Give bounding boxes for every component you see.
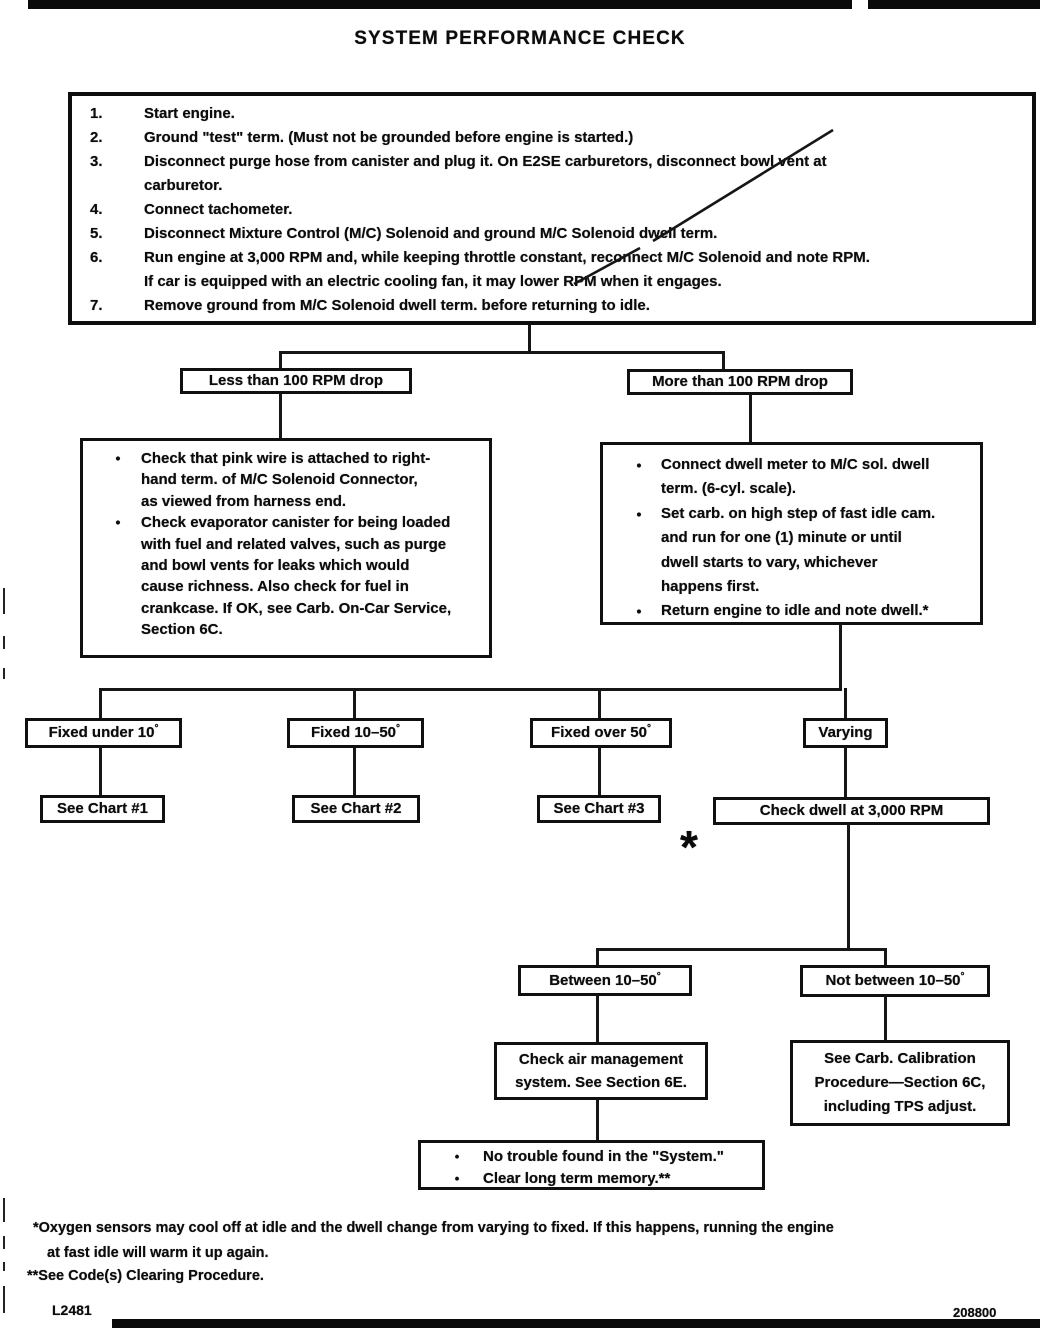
bullet-marker: • — [115, 450, 121, 466]
step-7 — [90, 294, 1006, 318]
connector-line — [353, 688, 356, 718]
bullet-item — [95, 512, 483, 640]
connector-line — [99, 688, 842, 691]
step-text-line: carburetor. — [144, 177, 223, 194]
connector-line — [598, 747, 601, 795]
node-label: Check dwell at 3,000 RPM — [759, 802, 944, 820]
connector-line — [596, 995, 599, 1042]
bullet-line: Connect dwell meter to M/C sol. dwell — [661, 456, 930, 473]
node-label: More than 100 RPM drop — [652, 373, 828, 391]
connector-line — [839, 624, 842, 690]
bullet-line: with fuel and related valves, such as purge — [141, 535, 447, 553]
node-label-line: Procedure—Section 6C, — [814, 1074, 986, 1091]
scan-mark — [3, 1286, 5, 1313]
connector-line — [353, 747, 356, 795]
step-4 — [90, 198, 1006, 222]
step-text: Start engine. — [144, 105, 235, 122]
scan-mark — [3, 1198, 5, 1222]
node-label: See Chart #2 — [310, 800, 402, 818]
connector-line — [844, 747, 847, 797]
step-number: 7. — [90, 297, 103, 314]
connector-line — [279, 351, 725, 354]
bullet-line: as viewed from harness end. — [141, 492, 347, 510]
bullet-marker: • — [636, 505, 642, 522]
bullet-text: Clear long term memory.** — [483, 1169, 671, 1187]
node-less-than-100-rpm — [180, 368, 412, 394]
step-text-line: Disconnect purge hose from canister and plug it. On E2SE carburetors, disconnect bowl vent at — [144, 153, 827, 170]
bullet-item — [617, 599, 976, 623]
node-no-trouble-found — [418, 1140, 765, 1190]
step-number: 5. — [90, 225, 103, 242]
degree-symbol: ° — [154, 723, 159, 735]
node-label — [311, 724, 400, 741]
bullet-text — [661, 502, 976, 600]
node-label-text: Fixed under 10 — [48, 724, 155, 742]
step-2 — [90, 126, 1006, 150]
procedure-steps-box — [68, 92, 1036, 325]
scan-scratch-line — [560, 118, 850, 298]
step-text-line: Run engine at 3,000 RPM and, while keeping throttle constant, reconnect M/C Solenoid and note RPM. — [144, 249, 870, 266]
scan-mark — [3, 668, 5, 679]
scan-mark — [3, 1236, 5, 1249]
step-text: Connect tachometer. — [144, 201, 293, 218]
step-5 — [90, 222, 1006, 246]
node-label — [551, 724, 651, 741]
scan-mark — [3, 1262, 5, 1271]
node-label — [825, 972, 964, 989]
footnote-oxygen-sensors — [33, 1216, 1033, 1266]
step-number: 3. — [90, 153, 103, 170]
step-6 — [90, 246, 1006, 294]
node-label: See Chart #3 — [553, 800, 645, 818]
bullet-line: Check evaporator canister for being loaded — [141, 514, 451, 532]
connector-line — [847, 824, 850, 950]
node-label — [49, 724, 159, 741]
node-label: Less than 100 RPM drop — [208, 372, 384, 390]
document-code-right: 208800 — [953, 1305, 997, 1320]
node-see-chart-2 — [292, 795, 420, 823]
step-3 — [90, 150, 1006, 198]
node-label-line: including TPS adjust. — [823, 1098, 977, 1115]
node-label-text: Between 10–50 — [549, 971, 657, 989]
bullet-line: dwell starts to vary, whichever — [661, 553, 878, 571]
asterisk-mark: * — [680, 821, 698, 873]
page-title: SYSTEM PERFORMANCE CHECK — [354, 28, 686, 49]
connector-line — [844, 688, 847, 718]
bullet-marker: • — [636, 457, 642, 473]
connector-line — [279, 393, 282, 438]
node-see-chart-1 — [40, 795, 165, 823]
node-less-than-checks — [80, 438, 492, 658]
node-varying — [803, 718, 888, 748]
bullet-line: and run for one (1) minute or until — [661, 529, 902, 547]
bullet-text — [141, 448, 483, 512]
node-label-text: Fixed over 50 — [551, 724, 647, 742]
node-carb-calibration — [790, 1040, 1010, 1126]
bullet-text: No trouble found in the "System." — [483, 1148, 724, 1165]
bullet-line: cause richness. Also check for fuel in — [141, 578, 409, 596]
bullet-line: hand term. of M/C Solenoid Connector, — [141, 471, 418, 489]
footnote-line: *Oxygen sensors may cool off at idle and the dwell change from varying to fixed. If this happens, running the engine — [33, 1220, 834, 1236]
bullet-line: happens first. — [661, 578, 760, 596]
bullet-item — [95, 448, 483, 512]
bullet-item — [431, 1168, 758, 1190]
connector-line — [528, 325, 531, 353]
document-code-left: L2481 — [52, 1302, 92, 1318]
scan-edge-bar-bottom — [112, 1319, 1040, 1328]
node-fixed-under-10 — [25, 718, 182, 748]
node-fixed-10-50 — [287, 718, 424, 748]
bullet-marker: • — [454, 1149, 460, 1164]
bullet-line: Section 6C. — [141, 621, 223, 639]
step-number: 2. — [90, 129, 103, 146]
scan-mark — [3, 636, 5, 649]
connector-line — [596, 1099, 599, 1141]
bullet-marker: • — [636, 603, 642, 620]
degree-symbol: ° — [646, 723, 651, 735]
footnote-codes-clearing: **See Code(s) Clearing Procedure. — [27, 1268, 264, 1284]
step-text: Ground "test" term. (Must not be grounded before engine is started.) — [144, 129, 634, 146]
bullet-text — [141, 512, 483, 640]
bullet-line: and bowl vents for leaks which would — [141, 557, 410, 575]
connector-line — [99, 688, 102, 718]
bullet-line: term. (6-cyl. scale). — [661, 480, 797, 498]
connector-line — [722, 351, 725, 371]
node-more-than-100-rpm — [627, 369, 853, 395]
node-label-line: system. See Section 6E. — [515, 1074, 687, 1091]
degree-symbol: ° — [396, 723, 401, 735]
node-fixed-over-50 — [530, 718, 672, 748]
connector-line — [596, 948, 887, 951]
node-check-air-management — [494, 1042, 708, 1100]
step-number: 4. — [90, 201, 103, 218]
bullet-line: Check that pink wire is attached to right- — [141, 450, 431, 467]
bullet-line: Return engine to idle and note dwell.* — [661, 602, 929, 620]
connector-line — [598, 688, 601, 718]
bullet-text — [661, 599, 976, 623]
bullet-line: crankcase. If OK, see Carb. On-Car Service, — [141, 599, 452, 617]
node-label — [549, 972, 661, 989]
connector-line — [884, 996, 887, 1041]
node-label-text: Not between 10–50 — [825, 972, 961, 990]
connector-line — [749, 394, 752, 442]
step-text: Disconnect Mixture Control (M/C) Solenoid and ground M/C Solenoid dwell term. — [144, 225, 718, 242]
connector-line — [99, 747, 102, 795]
degree-symbol: ° — [960, 971, 965, 983]
bullet-item — [617, 502, 976, 600]
bullet-marker: • — [454, 1170, 460, 1186]
scan-mark — [3, 588, 5, 614]
bullet-text — [661, 453, 976, 502]
node-label: Varying — [818, 724, 873, 742]
scan-edge-bar-top-right — [868, 0, 1040, 9]
step-text-line: If car is equipped with an electric cooling fan, it may lower RPM when it engages. — [144, 273, 722, 290]
node-label-text: Fixed 10–50 — [310, 724, 397, 742]
node-see-chart-3 — [537, 795, 661, 823]
scan-edge-bar-top-left — [28, 0, 852, 9]
node-between-10-50 — [518, 965, 692, 996]
node-label-line: Check air management — [518, 1051, 684, 1068]
degree-symbol: ° — [656, 970, 661, 982]
step-text: Remove ground from M/C Solenoid dwell term. before returning to idle. — [144, 297, 650, 314]
step-1 — [90, 102, 1006, 126]
node-not-between-10-50 — [800, 965, 990, 997]
bullet-item — [617, 453, 976, 502]
node-check-dwell-3000 — [713, 797, 990, 825]
bullet-item — [431, 1146, 758, 1168]
step-number: 1. — [90, 105, 103, 122]
bullet-line: Set carb. on high step of fast idle cam. — [661, 504, 936, 522]
node-more-than-checks — [600, 442, 983, 625]
node-label: See Chart #1 — [57, 800, 148, 818]
node-label-line: See Carb. Calibration — [824, 1050, 976, 1067]
footnote-line: at fast idle will warm it up again. — [47, 1245, 269, 1261]
step-number: 6. — [90, 249, 103, 266]
bullet-marker: • — [115, 514, 121, 531]
